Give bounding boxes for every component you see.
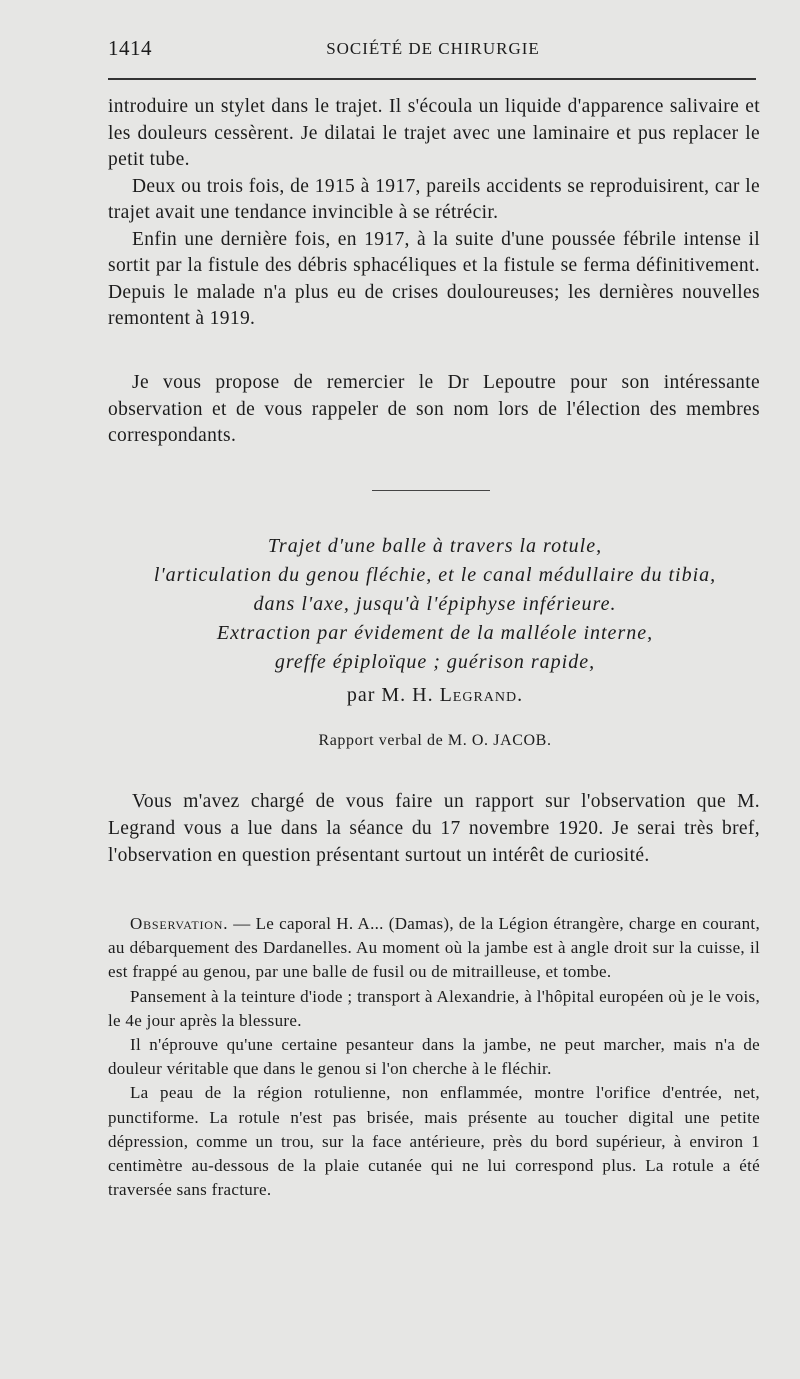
report-line: Rapport verbal de M. O. JACOB. bbox=[318, 732, 552, 749]
header-rule bbox=[108, 78, 756, 80]
author-prefix: par M. H. bbox=[346, 684, 434, 706]
paragraph-closing: Je vous propose de remercier le Dr Lepoutre pour son intéressante observation et de vous rappeler de son nom lors de l'élection des membres correspondants. bbox=[108, 372, 760, 446]
observation-first-text: — Le caporal H. A... (Damas), de la Légion étrangère, charge en courant, au débarquement des Dardanelles. Au moment où la jambe est à angle droit sur la cuisse, il est frappé au genou, par une balle de fusil ou de mitrailleuse, et tombe. bbox=[108, 914, 760, 982]
observation-paragraph: Pansement à la teinture d'iode ; transport à Alexandrie, à l'hôpital européen où je le vois, le 4e jour après la blessure. bbox=[108, 986, 760, 1030]
section-divider bbox=[372, 490, 490, 491]
title-line: greffe épiploïque ; guérison rapide, bbox=[274, 651, 596, 673]
author-name: Legrand. bbox=[439, 684, 524, 706]
observation-text bbox=[108, 912, 760, 1202]
paragraph-resolution: Enfin une dernière fois, en 1917, à la suite d'une poussée fébrile intense il sortit par la fistule des débris sphacéliques et la fistule se ferma définitivement. Depuis le malade n'a plus eu de crises douloureuses; les dernières nouvelles remontent à 1919. bbox=[108, 228, 760, 329]
title-line: dans l'axe, jusqu'à l'épiphyse inférieure. bbox=[253, 593, 617, 615]
page-number: 1414 bbox=[108, 36, 152, 60]
title-line: Extraction par évidement de la malléole interne, bbox=[216, 622, 654, 644]
closing-text bbox=[108, 370, 760, 450]
observation-paragraph bbox=[108, 912, 760, 985]
report-text bbox=[108, 788, 760, 869]
page-header bbox=[108, 36, 758, 66]
paragraph-report: Vous m'avez chargé de vous faire un rapport sur l'observation que M. Legrand vous a lue dans la séance du 17 novembre 1920. Je serai très bref, l'observation en question présentant surtout un intérêt de curiosité. bbox=[108, 791, 760, 866]
title-line: l'articulation du genou fléchie, et le canal médullaire du tibia, bbox=[153, 564, 717, 586]
observation-label: Observation. bbox=[130, 914, 229, 933]
running-head: SOCIÉTÉ DE CHIRURGIE bbox=[326, 39, 540, 58]
title-line: Trajet d'une balle à travers la rotule, bbox=[267, 535, 603, 557]
intro-text bbox=[108, 94, 760, 333]
observation-paragraph: La peau de la région rotulienne, non enflammée, montre l'orifice d'entrée, net, punctiforme. La rotule n'est pas brisée, mais présente au toucher digital une petite dépression, comme un trou, sur la face antérieure, près du bord supérieur, à environ 1 centimètre au-dessous de la plaie cutanée qui ne lui correspond plus. La rotule a été traversée sans fracture. bbox=[108, 1083, 760, 1200]
paragraph-continuation: introduire un stylet dans le trajet. Il s'écoula un liquide d'apparence salivaire et les douleurs cessèrent. Je dilatai le trajet avec une laminaire et pus replacer le petit tube. bbox=[108, 96, 760, 170]
article-title bbox=[100, 532, 770, 677]
article-author bbox=[100, 684, 770, 707]
observation-paragraph: Il n'éprouve qu'une certaine pesanteur dans la jambe, ne peut marcher, mais n'a de douleur véritable que dans le genou si l'on cherche à le fléchir. bbox=[108, 1035, 760, 1079]
paragraph-recurrence: Deux ou trois fois, de 1915 à 1917, pareils accidents se reproduisirent, car le trajet avait une tendance invincible à se rétrécir. bbox=[108, 175, 760, 223]
